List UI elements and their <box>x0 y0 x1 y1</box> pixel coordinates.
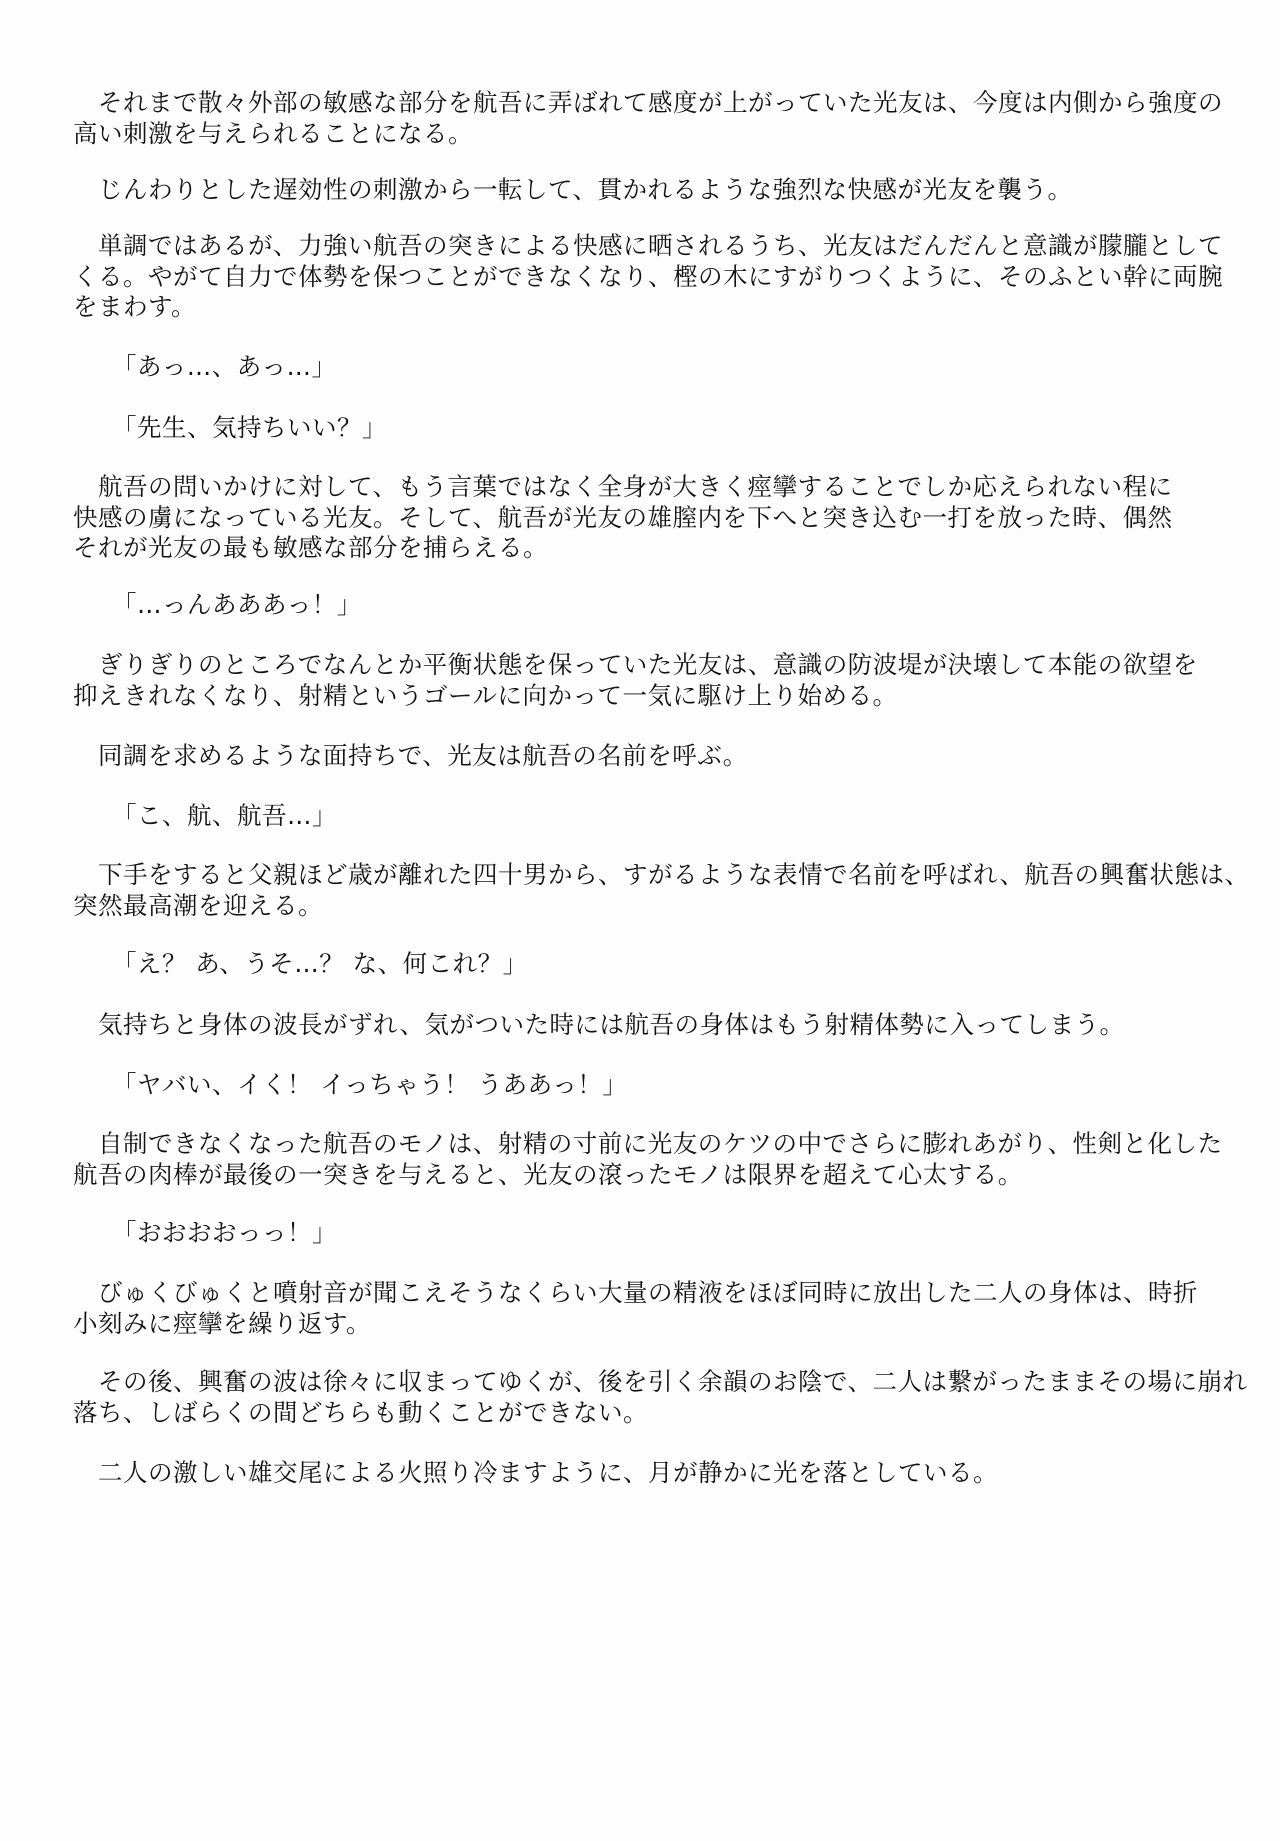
text-line: 落ち、しばらくの間どちらも動くことができない。 <box>73 1397 648 1427</box>
paragraph <box>73 1278 1198 1339</box>
text-line: 「先生、気持ちいい？」 <box>112 413 387 442</box>
text-line: 航吾の肉棒が最後の一突きを与えると、光友の滾ったモノは限界を超えて心太する。 <box>73 1159 1023 1189</box>
dialogue-line <box>112 590 362 621</box>
text-line: 「ヤバい、イく！ イっちゃう！ うああっ！」 <box>112 1070 628 1099</box>
text-line: 下手をすると父親ほど歳が離れた四十男から、すがるような表情で名前を呼ばれ、航吾の興奮状態は、 <box>73 860 1250 889</box>
dialogue-line <box>112 352 337 383</box>
text-line: 気持ちと身体の波長がずれ、気がついた時には航吾の身体はもう射精体勢に入ってしまう。 <box>73 1010 1125 1039</box>
paragraph <box>73 88 1223 149</box>
paragraph <box>73 741 748 772</box>
text-line: をまわす。 <box>73 292 197 321</box>
text-line: 「…っんあああっ！」 <box>112 590 362 619</box>
text-line: 航吾の問いかけに対して、もう言葉ではなく全身が大きく痙攣することでしか応えられない程に <box>73 472 1173 501</box>
dialogue-line <box>112 1070 627 1101</box>
paragraph <box>73 860 1249 921</box>
paragraph <box>73 1367 1248 1428</box>
dialogue-line <box>112 413 387 444</box>
paragraph <box>73 1010 1124 1041</box>
paragraph <box>73 1458 998 1489</box>
paragraph <box>73 231 1223 323</box>
text-line: びゅくびゅくと噴射音が聞こえそうなくらい大量の精液をほぼ同時に放出した二人の身体は、時折 <box>73 1278 1198 1307</box>
text-line: それまで散々外部の敏感な部分を航吾に弄ばれて感度が上がっていた光友は、今度は内側から強度の <box>73 88 1223 117</box>
text-line: 単調ではあるが、力強い航吾の突きによる快感に晒されるうち、光友はだんだんと意識が朦朧として <box>73 231 1223 260</box>
dialogue-line <box>112 1218 337 1249</box>
dialogue-line <box>112 801 337 832</box>
paragraph <box>73 650 1198 711</box>
text-line: それが光友の最も敏感な部分を捕らえる。 <box>73 533 548 562</box>
text-line: 「え？ あ、うそ…？ な、何これ？」 <box>112 949 528 978</box>
text-line: 「おおおおっっ！」 <box>112 1218 337 1247</box>
text-line: 自制できなくなった航吾のモノは、射精の寸前に光友のケツの中でさらに膨れあがり、性剣と化した <box>73 1129 1223 1158</box>
paragraph <box>73 1129 1223 1190</box>
text-line: 「あっ…、あっ…」 <box>112 352 337 381</box>
text-line: その後、興奮の波は徐々に収まってゆくが、後を引く余韻のお陰で、二人は繋がったままその場に崩れ <box>73 1367 1248 1396</box>
text-line: 突然最高潮を迎える。 <box>73 890 323 920</box>
text-line: ぎりぎりのところでなんとか平衡状態を保っていた光友は、意識の防波堤が決壊して本能の欲望を <box>73 650 1198 679</box>
text-line: 「こ、航、航吾…」 <box>112 801 337 830</box>
dialogue-line <box>112 949 528 980</box>
text-line: くる。やがて自力で体勢を保つことができなくなり、樫の木にすがりつくように、そのふとい幹に両腕 <box>73 261 1223 291</box>
paragraph <box>73 175 1073 206</box>
text-line: 小刻みに痙攣を繰り返す。 <box>73 1308 372 1338</box>
text-line: 抑えきれなくなり、射精というゴールに向かって一気に駆け上り始める。 <box>73 680 898 710</box>
text-line: 同調を求めるような面持ちで、光友は航吾の名前を呼ぶ。 <box>73 741 748 770</box>
text-line: じんわりとした遅効性の刺激から一転して、貫かれるような強烈な快感が光友を襲う。 <box>73 175 1073 204</box>
paragraph <box>73 472 1173 564</box>
text-line: 快感の虜になっている光友。そして、航吾が光友の雄膣内を下へと突き込む一打を放った時、偶然 <box>73 502 1173 532</box>
text-line: 二人の激しい雄交尾による火照り冷ますように、月が静かに光を落としている。 <box>73 1458 998 1487</box>
text-line: 高い刺激を与えられることになる。 <box>73 118 473 148</box>
